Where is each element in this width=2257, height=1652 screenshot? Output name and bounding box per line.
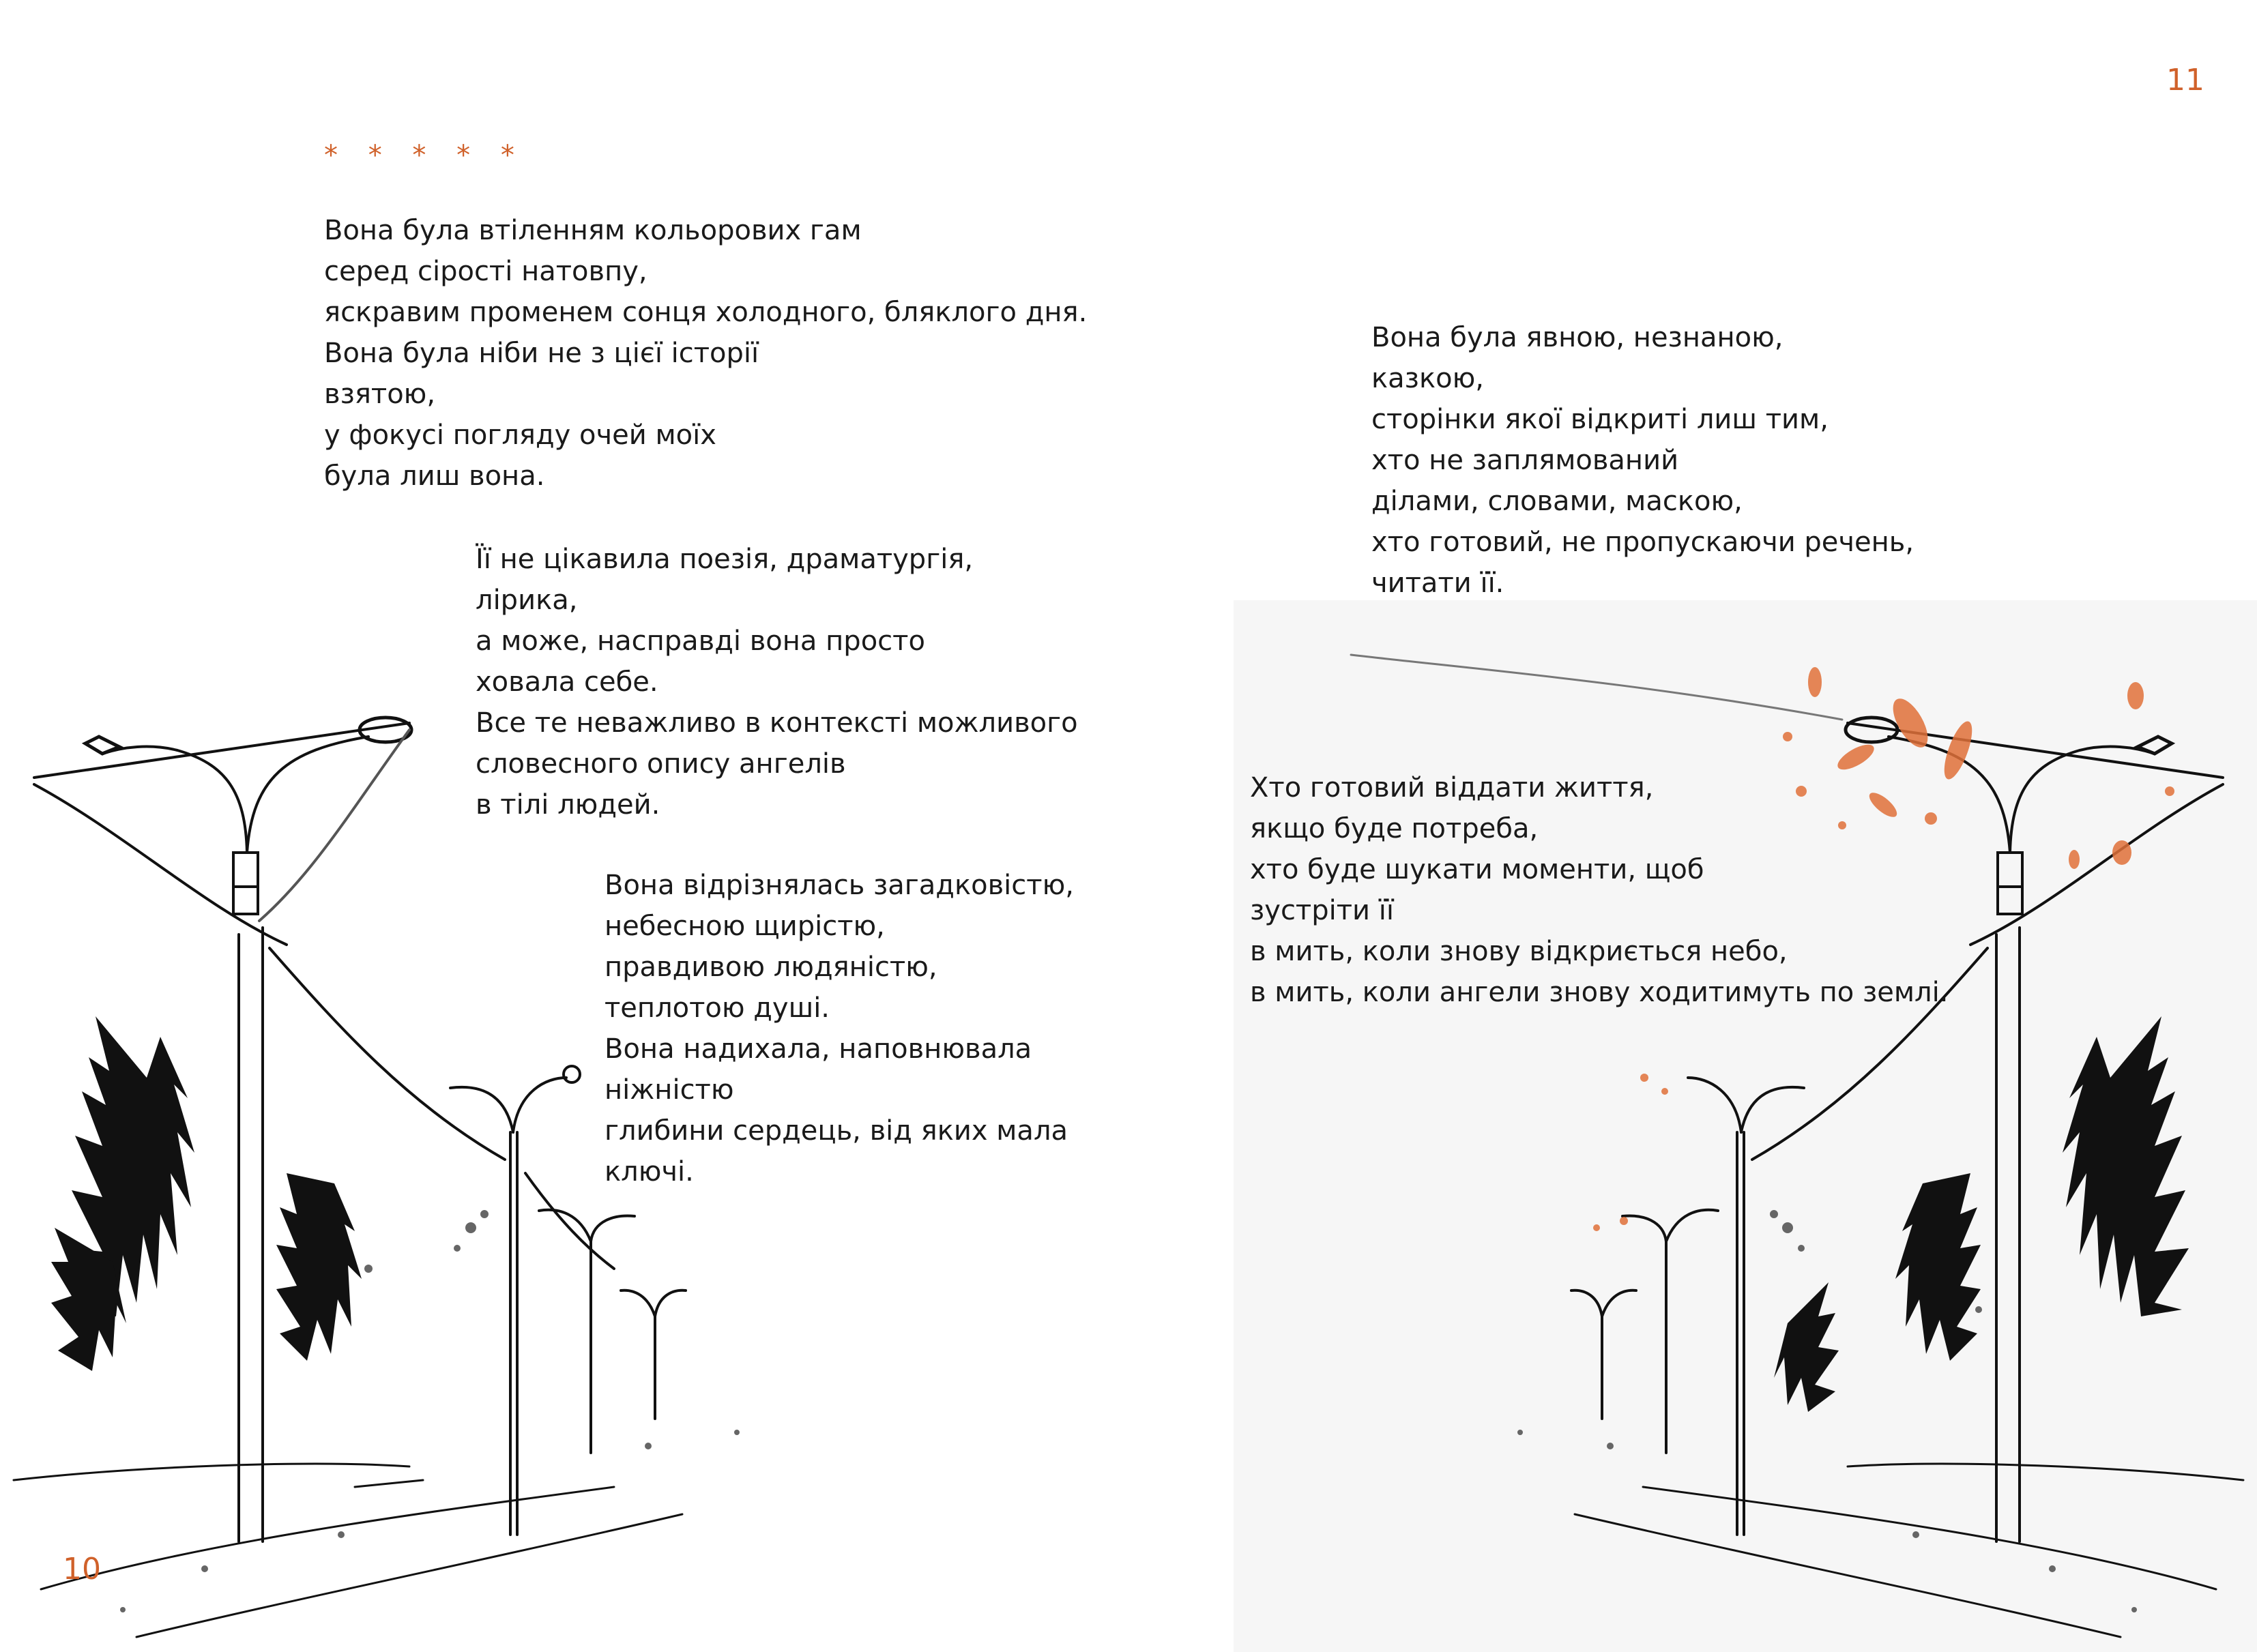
verse-line: ділами, словами, маскою, bbox=[1371, 486, 1743, 517]
right-mid-streetlamps bbox=[1571, 1078, 1804, 1535]
verse-line: яскравим променем сонця холодного, бляклого дня. bbox=[324, 297, 1088, 328]
verse-line: зустріти її bbox=[1250, 895, 1394, 926]
verse-line: Хто готовий віддати життя, bbox=[1250, 772, 1654, 803]
left-road-lines bbox=[14, 1464, 682, 1637]
verse-line: якщо буде потреба, bbox=[1250, 813, 1539, 844]
verse-line: Все те неважливо в контексті можливого bbox=[476, 707, 1078, 739]
ground-speckles bbox=[120, 1210, 2137, 1612]
verse-line: теплотою душі. bbox=[605, 992, 830, 1024]
verse-line: у фокусі погляду очей моїх bbox=[324, 419, 716, 451]
verse-line: правдивою людяністю, bbox=[605, 952, 937, 983]
verse-line: Вона надихала, наповнювала bbox=[605, 1033, 1032, 1065]
verse-line: в мить, коли ангели знову ходитимуть по землі. bbox=[1250, 977, 1949, 1008]
verse-line: взятою, bbox=[324, 379, 436, 410]
verse-line: ключі. bbox=[605, 1156, 694, 1188]
verse-line: читати її. bbox=[1371, 567, 1504, 599]
verse-line: небесною щирістю, bbox=[605, 911, 885, 942]
verse-line: була лиш вона. bbox=[324, 460, 545, 492]
verse-line: Вона була явною, незнаною, bbox=[1371, 322, 1783, 353]
page-number-left: 10 bbox=[63, 1552, 101, 1587]
verse-line: серед сірості натовпу, bbox=[324, 256, 647, 287]
left-stanza-2 bbox=[476, 539, 1078, 825]
section-asterisks: * * * * * bbox=[324, 140, 525, 171]
page-number-right: 11 bbox=[2166, 63, 2204, 98]
verse-line: ховала себе. bbox=[476, 666, 658, 698]
verse-line: хто готовий, не пропускаючи речень, bbox=[1371, 527, 1914, 558]
right-stanza-1 bbox=[1371, 317, 1914, 604]
verse-line: казкою, bbox=[1371, 363, 1484, 394]
verse-line: Вона була втіленням кольорових гам bbox=[324, 215, 862, 246]
verse-line: лірика, bbox=[476, 585, 578, 616]
verse-line: в тілі людей. bbox=[476, 789, 660, 821]
verse-line: хто не заплямований bbox=[1371, 445, 1679, 476]
left-stanza-3 bbox=[605, 865, 1074, 1192]
right-road-lines bbox=[1575, 1464, 2243, 1637]
verse-line: Вона відрізнялась загадковістю, bbox=[605, 870, 1074, 901]
verse-line: Вона була ніби не з цієї історії bbox=[324, 338, 759, 369]
verse-line: сторінки якої відкриті лиш тим, bbox=[1371, 404, 1829, 435]
verse-line: словесного опису ангелів bbox=[476, 748, 846, 780]
right-stanza-2 bbox=[1250, 767, 1948, 1013]
verse-line: хто буде шукати моменти, щоб bbox=[1250, 854, 1704, 885]
verse-line: глибини сердець, від яких мала bbox=[605, 1115, 1068, 1147]
verse-line: а може, насправді вона просто bbox=[476, 625, 925, 657]
left-stanza-1 bbox=[324, 210, 1087, 497]
verse-line: в мить, коли знову відкриється небо, bbox=[1250, 936, 1788, 967]
verse-line: ніжністю bbox=[605, 1074, 734, 1106]
verse-line: Її не цікавила поезія, драматургія, bbox=[476, 544, 974, 575]
